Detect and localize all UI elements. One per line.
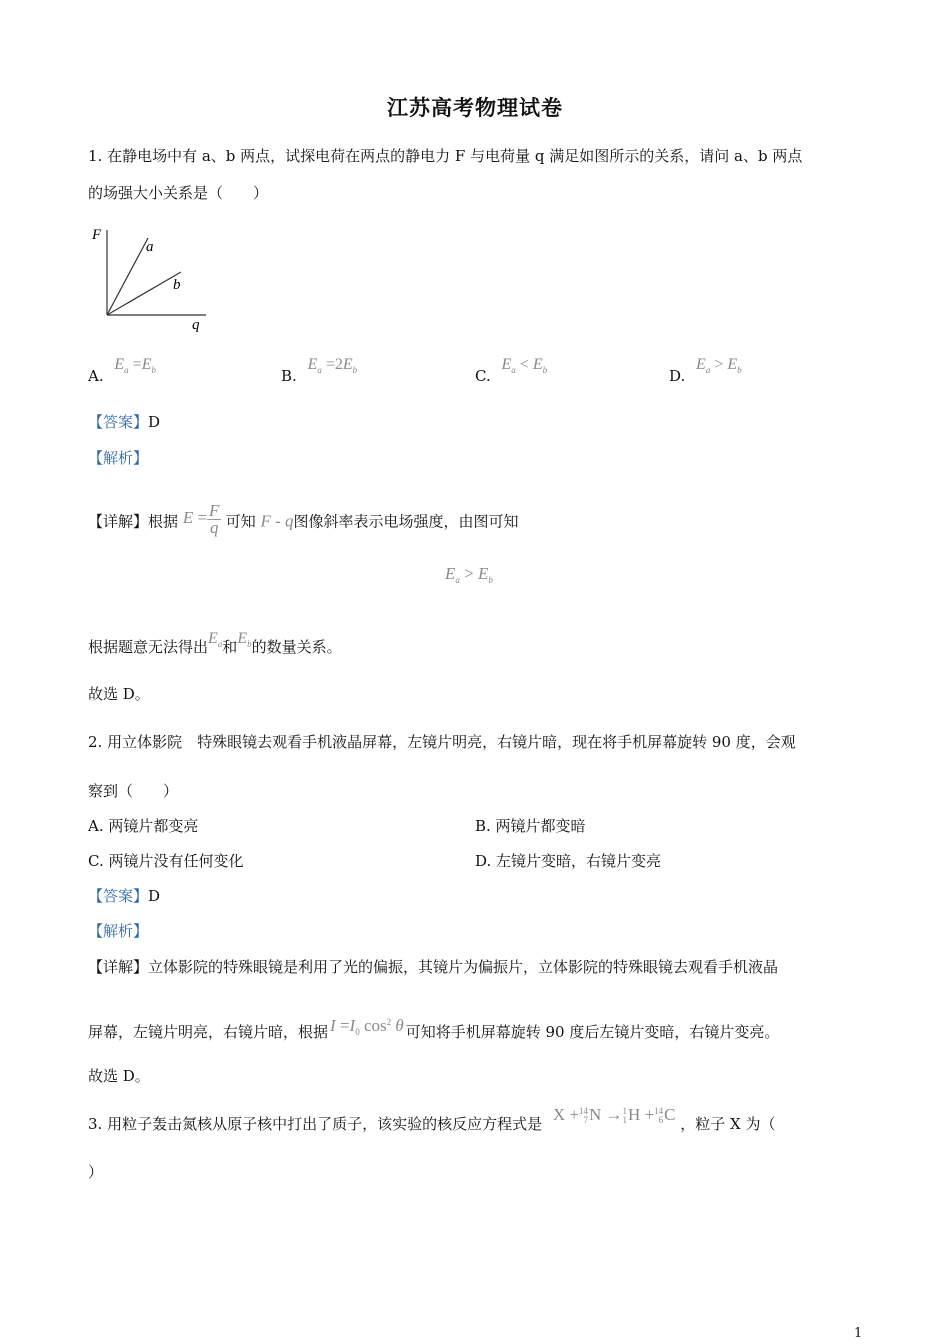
graph-label-a: a [146, 239, 154, 255]
q2-option-c: C. 两镜片没有任何变化 [88, 852, 244, 870]
q2-detail-line2: 屏幕，左镜片明亮，右镜片暗，根据 $I =I_0$ $\cos^2 \theta$ 可知将手机屏幕旋转 90 度后左镜片变暗，右镜片变亮。 [88, 1016, 780, 1041]
graph-x-label: q [192, 317, 200, 333]
q2-stem-line2: 察到（ ） [88, 782, 179, 800]
q1-answer [88, 412, 160, 432]
q3-stem-line2: ） [88, 1163, 104, 1181]
option-d-formula: $E_a > E_b$ [696, 356, 742, 375]
q1-option-d [669, 356, 742, 392]
formula-malus-law: $I =I_0$ $\cos^2 \theta$ [330, 1016, 404, 1037]
q1-stem-line2: 的场强大小关系是（ ） [88, 184, 269, 202]
page-title: 江苏高考物理试卷 [387, 95, 563, 120]
q2-detail-line1: 【详解】立体影院的特殊眼镜是利用了光的偏振，其镜片为偏振片，立体影院的特殊眼镜去观看手机液晶 [88, 958, 779, 976]
q1-option-b [281, 356, 358, 392]
graph-y-label: F [92, 227, 102, 243]
option-label: D. [669, 367, 686, 385]
q2-analysis-tag: 【解析】 [88, 922, 149, 940]
answer-value: D [148, 413, 161, 431]
q1-option-a [88, 356, 156, 392]
q2-option-d: D. 左镜片变暗，右镜片变亮 [475, 852, 662, 870]
formula-eb: $E_b$ [237, 630, 252, 649]
answer-tag: 【答案】 [88, 413, 149, 431]
graph-label-b: b [173, 277, 181, 293]
q1-center-formula: $E_a > E_b$ [445, 564, 493, 585]
q1-detail: 【详解】根据 E = $\frac{F}{q}$ 可知 F - q图像斜率表示电场强度，由图可知 [88, 501, 519, 537]
q3-stem-line1: 3. 用粒子轰击氮核从原子核中打出了质子，该实验的核反应方程式是 X + 14 7 N → 1 1 H + 14 6 C ，粒子 X 为（ [88, 1105, 776, 1133]
q1-final: 故选 D。 [88, 685, 150, 703]
option-label: B. [281, 367, 297, 385]
nuclear-equation: X + 14 7 N → 1 1 H + 14 6 C [552, 1105, 676, 1126]
option-c-formula: $E_a < E_b$ [501, 356, 548, 375]
option-label: A. [88, 367, 104, 385]
q2-stem-line1: 2. 用立体影院 特殊眼镜去观看手机液晶屏幕，左镜片明亮，右镜片暗，现在将手机屏幕旋转 90 度，会观 [88, 733, 796, 751]
q1-fq-graph [88, 222, 218, 334]
detail-tag: 【详解】 [88, 512, 149, 531]
formula-e-equals-f-over-q: E = $\frac{F}{q}$ [182, 501, 220, 537]
q1-option-c [475, 356, 548, 392]
q2-answer [88, 886, 160, 906]
q2-final: 故选 D。 [88, 1067, 150, 1085]
q2-option-b: B. 两镜片都变暗 [475, 817, 586, 835]
option-a-formula: $E_a =E_b$ [114, 356, 156, 375]
page-number: 1 [854, 1326, 863, 1341]
q1-conclusion: 根据题意无法得出$E_a$和$E_b$的数量关系。 [88, 630, 342, 656]
formula-ea: $E_a$ [208, 630, 223, 649]
q2-option-a: A. 两镜片都变亮 [88, 817, 199, 835]
answer-tag: 【答案】 [88, 887, 149, 905]
detail-tag: 【详解】 [88, 958, 149, 976]
q1-analysis-tag: 【解析】 [88, 449, 149, 467]
answer-value: D [148, 887, 161, 905]
q1-stem-line1: 1. 在静电场中有 a、b 两点，试探电荷在两点的静电力 F 与电荷量 q 满足如图所示的关系，请问 a、b 两点 [88, 147, 803, 165]
formula-f-q: F - q [260, 511, 294, 531]
option-label: C. [475, 367, 491, 385]
option-b-formula: $E_a =2E_b$ [307, 356, 358, 375]
